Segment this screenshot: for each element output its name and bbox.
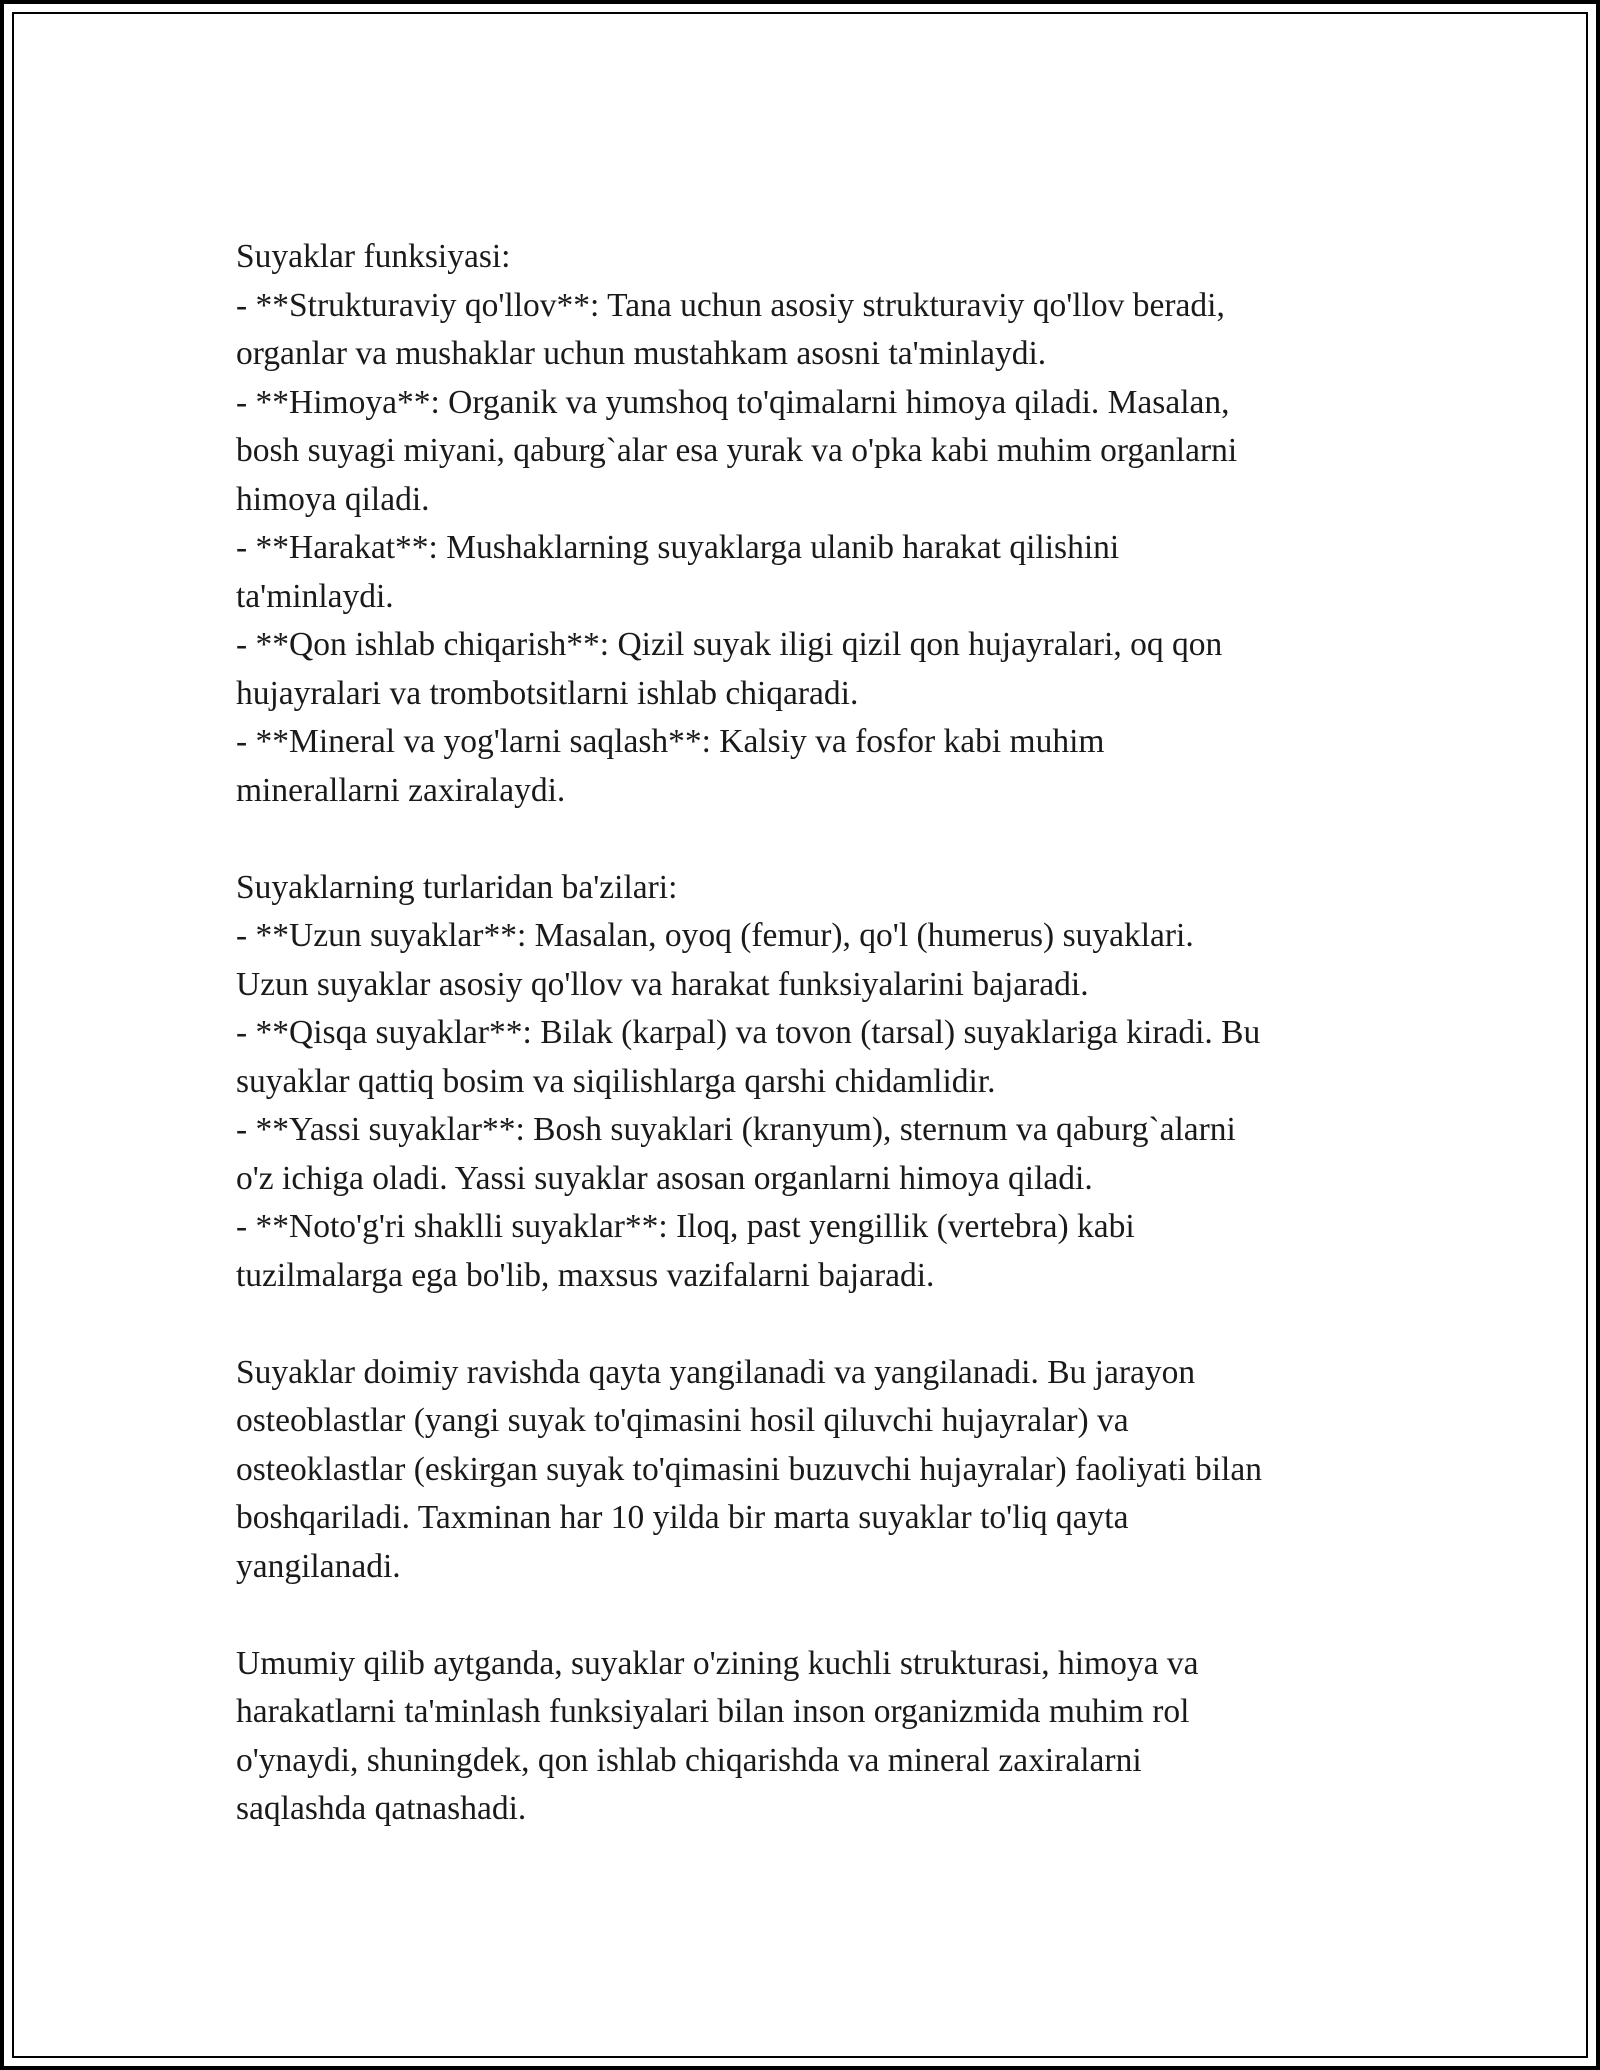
text-line: tuzilmalarga ega bo'lib, maxsus vazifalarni bajaradi. — [236, 1256, 935, 1294]
text-line: suyaklar qattiq bosim va siqilishlarga qarshi chidamlidir. — [236, 1062, 996, 1100]
text-line: yangilanadi. — [236, 1547, 401, 1585]
text-line: Uzun suyaklar asosiy qo'llov va harakat funksiyalarini bajaradi. — [236, 965, 1089, 1003]
text-line: harakatlarni ta'minlash funksiyalari bilan inson organizmida muhim rol — [236, 1693, 1190, 1730]
text-line: boshqariladi. Taxminan har 10 yilda bir marta suyaklar to'liq qayta — [236, 1499, 1129, 1536]
text-line: - **Noto'g'ri shaklli suyaklar**: Iloq, past yengillik (vertebra) kabi — [236, 1208, 1135, 1245]
text-line: - **Uzun suyaklar**: Masalan, oyoq (femur), qo'l (humerus) suyaklari. — [236, 917, 1194, 954]
text-line: himoya qiladi. — [236, 480, 430, 518]
text-line: - **Himoya**: Organik va yumshoq to'qimalarni himoya qiladi. Masalan, — [236, 383, 1230, 421]
text-line: - **Harakat**: Mushaklarning suyaklarga ulanib harakat qilishini — [236, 529, 1120, 566]
text-line: osteoklastlar (eskirgan suyak to'qimasini buzuvchi hujayralar) faoliyati bilan — [236, 1450, 1262, 1488]
text-line: - **Qisqa suyaklar**: Bilak (karpal) va tovon (tarsal) suyaklariga kiradi. Bu — [236, 1014, 1261, 1051]
text-line: hujayralari va trombotsitlarni ishlab chiqaradi. — [236, 674, 859, 712]
text-line: organlar va mushaklar uchun mustahkam asosni ta'minlaydi. — [236, 335, 1047, 372]
text-line: Suyaklar doimiy ravishda qayta yangilanadi va yangilanadi. Bu jarayon — [236, 1353, 1196, 1391]
text-line: o'ynaydi, shuningdek, qon ishlab chiqarishda va mineral zaxiralarni — [236, 1741, 1142, 1779]
paragraph-bone-functions — [236, 233, 1381, 815]
text-line: Suyaklarning turlaridan ba'zilari: — [236, 868, 678, 906]
text-line: Umumiy qilib aytganda, suyaklar o'zining kuchli strukturasi, himoya va — [236, 1644, 1199, 1682]
paragraph-summary — [236, 1640, 1381, 1834]
text-line: ta'minlaydi. — [236, 577, 394, 615]
paragraph-bone-types — [236, 864, 1381, 1301]
text-line: minerallarni zaxiralaydi. — [236, 771, 566, 809]
text-line: - **Strukturaviy qo'llov**: Tana uchun asosiy strukturaviy qo'llov beradi, — [236, 286, 1225, 324]
paragraph-bone-remodeling — [236, 1349, 1381, 1592]
text-line: - **Mineral va yog'larni saqlash**: Kalsiy va fosfor kabi muhim — [236, 723, 1105, 760]
text-line: - **Yassi suyaklar**: Bosh suyaklari (kranyum), sternum va qaburg`alarni — [236, 1111, 1236, 1148]
document-body — [236, 233, 1381, 1834]
text-line: Suyaklar funksiyasi: — [236, 238, 511, 275]
text-line: - **Qon ishlab chiqarish**: Qizil suyak iligi qizil qon hujayralari, oq qon — [236, 626, 1223, 663]
text-line: osteoblastlar (yangi suyak to'qimasini hosil qiluvchi hujayralar) va — [236, 1402, 1129, 1439]
text-line: bosh suyagi miyani, qaburg`alar esa yurak va o'pka kabi muhim organlarni — [236, 432, 1238, 469]
text-line: o'z ichiga oladi. Yassi suyaklar asosan organlarni himoya qiladi. — [236, 1159, 1093, 1197]
text-line: saqlashda qatnashadi. — [236, 1790, 527, 1827]
